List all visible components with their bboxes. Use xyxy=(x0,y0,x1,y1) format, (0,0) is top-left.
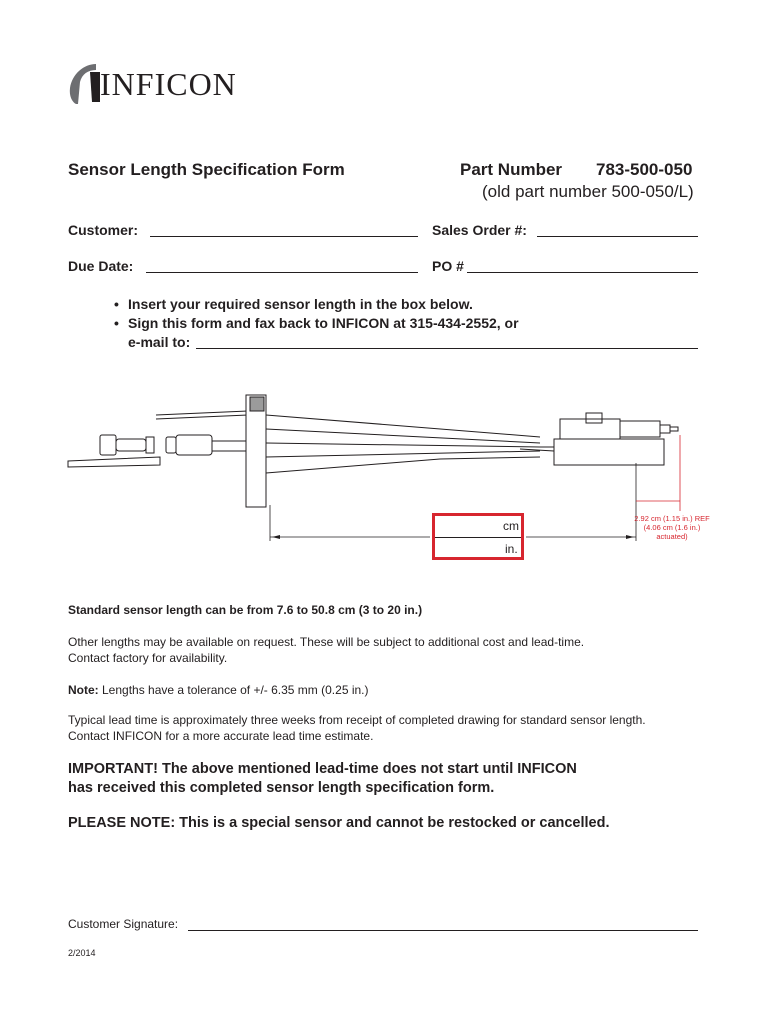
due-date-label: Due Date: xyxy=(68,258,134,274)
customer-field[interactable] xyxy=(150,236,418,237)
bullet-marker: • xyxy=(114,296,119,312)
unit-in: in. xyxy=(505,542,518,556)
old-part-number: (old part number 500-050/L) xyxy=(482,182,694,201)
signature-field[interactable] xyxy=(188,930,698,931)
part-number-label: Part Number xyxy=(460,160,563,179)
other-lengths-line-2: Contact factory for availability. xyxy=(68,651,228,665)
form-title: Sensor Length Specification Form xyxy=(68,160,345,179)
tolerance-note xyxy=(68,682,369,698)
revision-date: 2/2014 xyxy=(68,948,96,958)
customer-label: Customer: xyxy=(68,222,139,238)
lead-time-line-2: Contact INFICON for a more accurate lead time estimate. xyxy=(68,729,374,743)
ref-dimension-line-2: (4.06 cm (1.6 in.) xyxy=(643,523,701,532)
note-label: Note: xyxy=(68,683,99,697)
bullet-marker: • xyxy=(114,315,119,331)
po-label: PO # xyxy=(432,258,464,274)
length-entry-box[interactable] xyxy=(432,513,524,560)
ref-dimension-line-3: actuated) xyxy=(656,532,688,541)
standard-length-note: Standard sensor length can be from 7.6 to 50.8 cm (3 to 20 in.) xyxy=(68,603,423,617)
part-number-value: 783-500-050 xyxy=(596,160,693,179)
instruction-2: Sign this form and fax back to INFICON at 315-434-2552, or xyxy=(128,315,519,331)
note-text: Lengths have a tolerance of +/- 6.35 mm (0.25 in.) xyxy=(98,683,369,697)
sensor-drawing xyxy=(60,385,700,555)
other-lengths-line-1: Other lengths may be available on request. These will be subject to additional cost and lead-time. xyxy=(68,635,585,649)
unit-cm: cm xyxy=(503,519,519,533)
unit-divider xyxy=(435,537,521,538)
po-field[interactable] xyxy=(467,272,698,273)
due-date-field[interactable] xyxy=(146,272,418,273)
instruction-1: Insert your required sensor length in the box below. xyxy=(128,296,473,312)
important-line-2: has received this completed sensor length specification form. xyxy=(68,780,495,796)
please-note: PLEASE NOTE: This is a special sensor and cannot be restocked or cancelled. xyxy=(68,815,610,831)
ref-dimension-line-1: 2.92 cm (1.15 in.) REF xyxy=(634,514,710,523)
logo-wordmark: INFICON xyxy=(100,66,237,102)
email-label: e-mail to: xyxy=(128,334,191,350)
lead-time-line-1: Typical lead time is approximately three weeks from receipt of completed drawing for standard sensor length. xyxy=(68,713,646,727)
sales-order-field[interactable] xyxy=(537,236,698,237)
signature-label: Customer Signature: xyxy=(68,917,179,931)
email-field[interactable] xyxy=(196,348,698,349)
sales-order-label: Sales Order #: xyxy=(432,222,527,238)
important-line-1: IMPORTANT! The above mentioned lead-time does not start until INFICON xyxy=(68,761,577,777)
